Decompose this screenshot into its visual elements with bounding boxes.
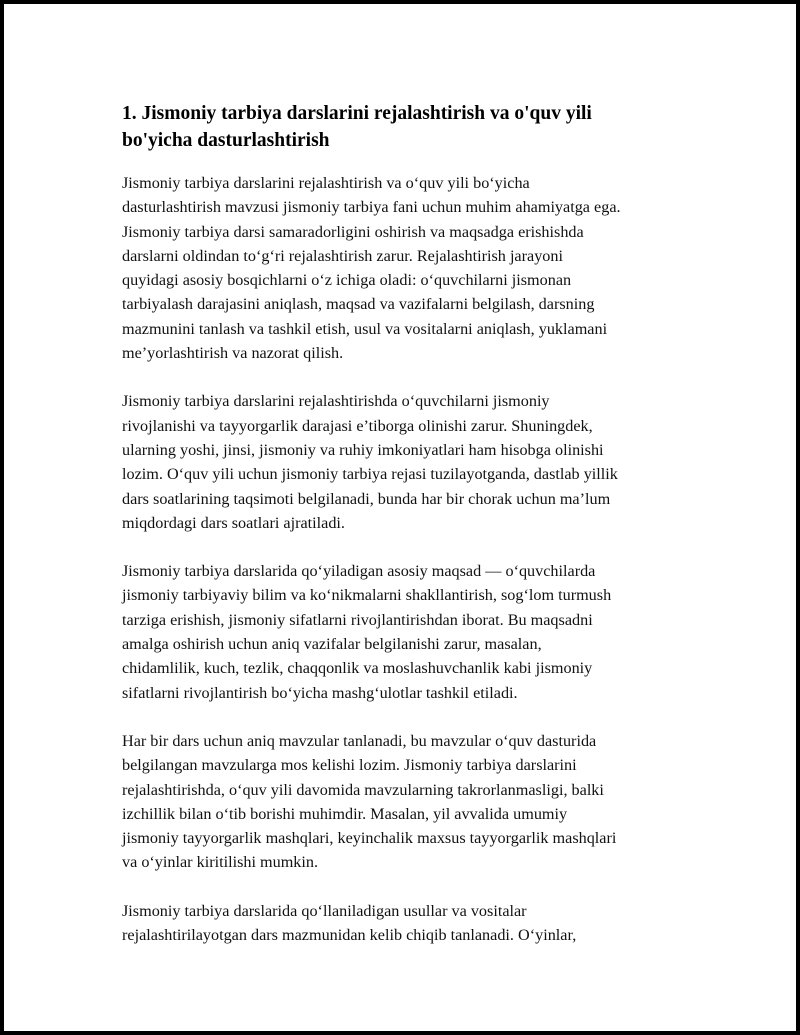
title-line: 1. Jismoniy tarbiya darslarini rejalashtirish va o'quv yili <box>122 103 592 124</box>
paragraph-1 <box>122 171 694 365</box>
text-line: rejalashtirilayotgan dars mazmunidan kelib chiqib tanlanadi. O‘yinlar, <box>122 926 577 945</box>
text-line: amalga oshirish uchun aniq vazifalar belgilanishi zarur, masalan, <box>122 635 542 654</box>
text-line: izchillik bilan o‘tib borishi muhimdir. Masalan, yil avvalida umumiy <box>122 804 568 823</box>
text-line: sifatlarni rivojlantirish bo‘yicha mashg‘ulotlar tashkil etiladi. <box>122 683 518 702</box>
paragraph-2 <box>122 389 694 535</box>
text-line: mazmunini tanlash va tashkil etish, usul va vositalarni aniqlash, yuklamani <box>122 319 608 338</box>
text-line: me’yorlashtirish va nazorat qilish. <box>122 344 344 363</box>
text-line: Jismoniy tarbiya darslarida qo‘llaniladigan usullar va vositalar <box>122 901 527 920</box>
text-line: belgilangan mavzularga mos kelishi lozim. Jismoniy tarbiya darslarini <box>122 756 577 775</box>
text-line: tarziga erishish, jismoniy sifatlarni rivojlantirishdan iborat. Bu maqsadni <box>122 610 593 629</box>
text-line: Har bir dars uchun aniq mavzular tanlanadi, bu mavzular o‘quv dasturida <box>122 731 597 750</box>
text-line: ularning yoshi, jinsi, jismoniy va ruhiy imkoniyatlari ham hisobga olinishi <box>122 440 604 459</box>
text-line: Jismoniy tarbiya darsi samaradorligini oshirish va maqsadga erishishda <box>122 222 584 241</box>
text-line: rivojlanishi va tayyorgarlik darajasi e’tiborga olinishi zarur. Shuningdek, <box>122 416 593 435</box>
text-line: va o‘yinlar kiritilishi mumkin. <box>122 853 319 872</box>
text-line: dars soatlarining taqsimoti belgilanadi, bunda har bir chorak uchun ma’lum <box>122 489 611 508</box>
text-line: dasturlashtirish mavzusi jismoniy tarbiya fani uchun muhim ahamiyatga ega. <box>122 198 621 217</box>
paragraph-5 <box>122 899 694 948</box>
text-line: darslarni oldindan to‘g‘ri rejalashtirish zarur. Rejalashtirish jarayoni <box>122 246 563 265</box>
text-line: tarbiyalash darajasini aniqlash, maqsad va vazifalarni belgilash, darsning <box>122 295 595 314</box>
document-title <box>122 100 694 154</box>
text-line: Jismoniy tarbiya darslarini rejalashtirishda o‘quvchilarni jismoniy <box>122 392 550 411</box>
title-line: bo'yicha dasturlashtirish <box>122 130 330 151</box>
text-line: jismoniy tarbiyaviy bilim va ko‘nikmalarni shakllantirish, sog‘lom turmush <box>122 586 612 605</box>
text-line: miqdordagi dars soatlari ajratiladi. <box>122 513 345 532</box>
text-line: quyidagi asosiy bosqichlarni o‘z ichiga oladi: o‘quvchilarni jismonan <box>122 271 572 290</box>
text-line: lozim. O‘quv yili uchun jismoniy tarbiya rejasi tuzilayotganda, dastlab yillik <box>122 465 618 484</box>
text-line: Jismoniy tarbiya darslarida qo‘yiladigan asosiy maqsad — o‘quvchilarda <box>122 562 596 581</box>
text-line: rejalashtirishda, o‘quv yili davomida mavzularning takrorlanmasligi, balki <box>122 780 604 799</box>
paragraph-3 <box>122 559 694 705</box>
paragraph-4 <box>122 729 694 875</box>
text-line: jismoniy tayyorgarlik mashqlari, keyinchalik maxsus tayyorgarlik mashqlari <box>122 829 617 848</box>
document-body <box>122 100 694 971</box>
text-line: chidamlilik, kuch, tezlik, chaqqonlik va moslashuvchanlik kabi jismoniy <box>122 659 593 678</box>
text-line: Jismoniy tarbiya darslarini rejalashtirish va o‘quv yili bo‘yicha <box>122 174 530 192</box>
